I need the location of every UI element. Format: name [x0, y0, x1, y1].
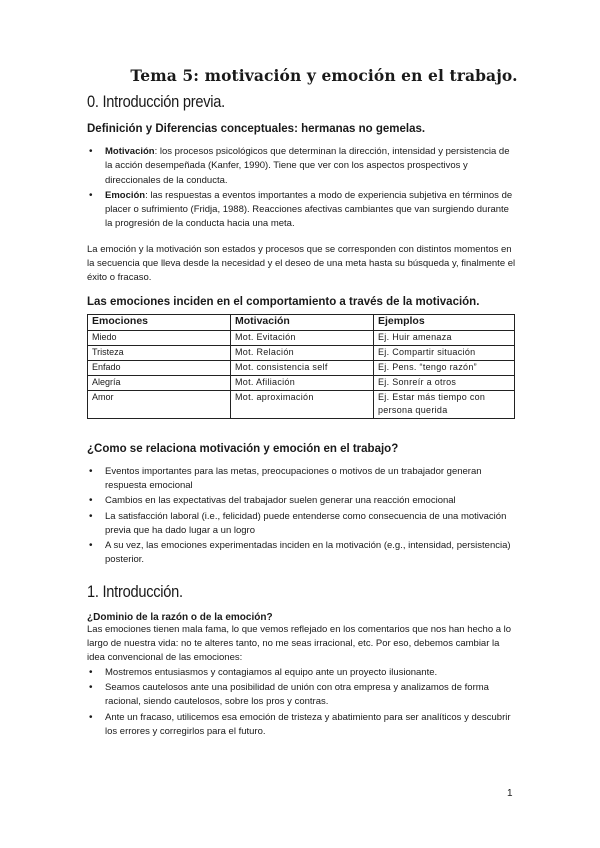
definition-text: : los procesos psicológicos que determinan la dirección, intensidad y persistencia de la acción desempeñada (Kanfer, 1990). Tiene que ver con los aspectos prospectivos y direccionales de la conducta. — [105, 146, 510, 186]
table-cell: Mot. Afiliación — [231, 375, 374, 390]
table-row — [88, 390, 515, 418]
table-cell: Ej. Sonreír a otros — [374, 375, 515, 390]
table-cell: Ej. Compartir situación — [374, 345, 515, 360]
definition-text: : las respuestas a eventos importantes a modo de experiencia subjetiva en términos de placer o sufrimiento (Fridja, 1988). Reacciones afectivas cambiantes que van surgiendo durante la progresión de la conducta hacia una meta. — [105, 189, 513, 230]
table-row — [88, 330, 515, 345]
section-1-heading: 1. Introducción. — [87, 581, 183, 601]
header-cell: Motivación — [231, 314, 374, 330]
document-page — [87, 66, 517, 739]
section-1-paragraph: Las emociones tienen mala fama, lo que vemos reflejado en los comentarios que nos han hecho a lo largo de nuestra vida: no te alteres tanto, no me seas irracional, etc. Por eso, debemos cambiar la idea convencional de las emociones: — [87, 623, 512, 664]
table-cell: Miedo — [88, 330, 231, 345]
table-header-row — [88, 314, 515, 330]
section-0-subheading: Definición y Diferencias conceptuales: hermanas no gemelas. — [87, 123, 426, 135]
table-cell: Amor — [88, 390, 231, 418]
header-cell: Ejemplos — [374, 314, 515, 330]
table-cell: Mot. Evitación — [231, 330, 374, 345]
list-item: • A su vez, las emociones experimentadas inciden en la motivación (e.g., intensidad, persistencia) posterior. — [87, 539, 517, 568]
table-cell: Enfado — [88, 360, 231, 375]
intro-paragraph: La emoción y la motivación son estados y procesos que se corresponden con distintos momentos en la secuencia que lleva desde la necesidad y el deseo de una meta hasta su búsqueda y, finalmente el éxito o fracaso. — [87, 243, 516, 284]
definition-term: Emoción — [105, 189, 146, 201]
table-cell: Mot. Relación — [231, 345, 374, 360]
page-number: 1 — [507, 788, 513, 799]
emotions-table — [87, 314, 515, 419]
relation-list — [87, 465, 517, 568]
document-title: Tema 5: motivación y emoción en el trabajo. — [130, 66, 518, 85]
table-cell: Ej. Pens. “tengo razón” — [374, 360, 515, 375]
header-cell: Emociones — [88, 314, 231, 330]
table-cell: Ej. Huir amenaza — [374, 330, 515, 345]
list-item: • La satisfacción laboral (i.e., felicidad) puede entenderse como consecuencia de una motivación previa que ha dado lugar a un logro — [87, 510, 517, 539]
definition-term: Motivación — [105, 146, 155, 157]
table-cell: Alegría — [88, 375, 231, 390]
list-item: • Ante un fracaso, utilicemos esa emoción de tristeza y abatimiento para ser analíticos y descubrir los errores y corregirlos para el futuro. — [87, 711, 517, 740]
table-cell: Tristeza — [88, 345, 231, 360]
table-row — [88, 360, 515, 375]
table-row — [88, 345, 515, 360]
list-item: • Eventos importantes para las metas, preocupaciones o motivos de un trabajador generan respuesta emocional — [87, 465, 517, 494]
list-item: • Mostremos entusiasmos y contagiamos al equipo ante un proyecto ilusionante. — [87, 666, 517, 680]
definition-item — [87, 145, 517, 188]
table-cell: Mot. aproximación — [231, 390, 374, 418]
list-item: • Cambios en las expectativas del trabajador suelen generar una reacción emocional — [87, 494, 517, 508]
section-1-subheading: ¿Dominio de la razón o de la emoción? — [87, 611, 273, 623]
list-item: • Seamos cautelosos ante una posibilidad de unión con otra empresa y analizamos de forma racional, siendo cautelosos, sobre los pros y contras. — [87, 681, 517, 710]
table-heading: Las emociones inciden en el comportamiento a través de la motivación. — [87, 295, 480, 308]
table-row — [88, 375, 515, 390]
table-cell: Ej. Estar más tiempo con persona querida — [374, 390, 515, 418]
relation-heading: ¿Como se relaciona motivación y emoción en el trabajo? — [87, 442, 399, 455]
section-1-list — [87, 666, 517, 739]
definition-item — [87, 189, 517, 232]
table-cell: Mot. consistencia self — [231, 360, 374, 375]
section-0-heading: 0. Introducción previa. — [87, 92, 225, 111]
definitions-list — [87, 145, 517, 232]
